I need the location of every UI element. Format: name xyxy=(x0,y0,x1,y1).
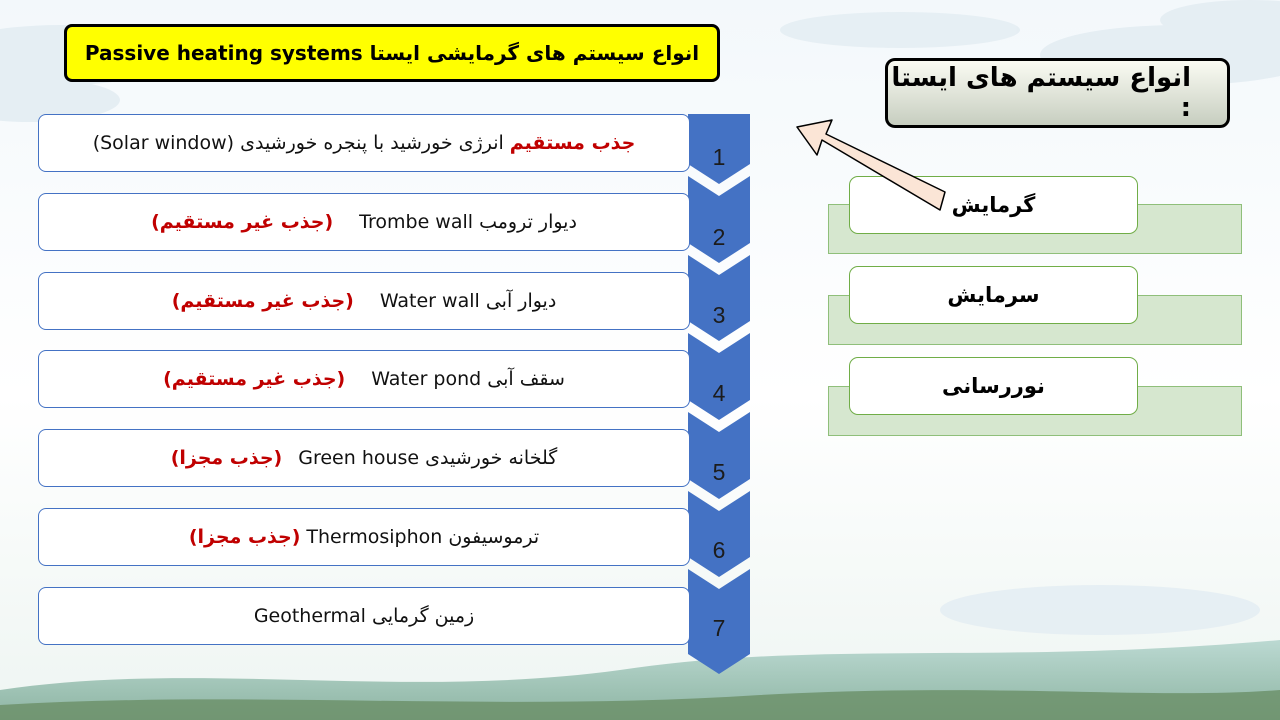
item-emphasis: (جذب مجزا) xyxy=(170,447,283,469)
chevron-6 xyxy=(688,491,750,577)
category-label: نوررسانی xyxy=(942,374,1045,398)
list-item-water-pond xyxy=(38,350,690,408)
category-cooling xyxy=(849,266,1138,324)
item-text: ترموسیفون Thermosiphon xyxy=(306,526,540,548)
item-text: زمین گرمایی Geothermal xyxy=(253,605,475,627)
item-text: سقف آبی Water pond xyxy=(371,368,565,390)
list-item-geothermal xyxy=(38,587,690,645)
item-number: 6 xyxy=(712,537,726,563)
item-text: دیوار آبی Water wall xyxy=(379,290,557,312)
item-text: انرژی خورشید با پنجره خورشیدی (Solar window) xyxy=(92,132,504,154)
category-label: گرمایش xyxy=(951,193,1036,217)
item-number: 5 xyxy=(712,459,726,485)
category-label: سرمایش xyxy=(947,283,1040,307)
item-text: دیوار ترومب Trombe wall xyxy=(359,211,577,233)
item-text: گلخانه خورشیدی Green house xyxy=(298,447,558,469)
list-item-solar-window xyxy=(38,114,690,172)
category-heating xyxy=(849,176,1138,234)
item-emphasis: (جذب غیر مستقیم) xyxy=(151,211,334,233)
list-item-water-wall xyxy=(38,272,690,330)
item-number: 7 xyxy=(712,615,726,641)
list-item-green-house xyxy=(38,429,690,487)
item-number: 2 xyxy=(712,224,726,250)
slide-title xyxy=(64,24,720,82)
item-emphasis: (جذب غیر مستقیم) xyxy=(163,368,346,390)
list-item-thermosiphon xyxy=(38,508,690,566)
item-emphasis: جذب مستقیم xyxy=(509,132,636,154)
slide-title-text: انواع سیستم های گرمایشی ایستا Passive heating systems xyxy=(84,41,700,65)
item-number: 1 xyxy=(712,144,726,170)
item-number: 3 xyxy=(712,302,726,328)
item-emphasis: (جذب مجزا) xyxy=(188,526,301,548)
item-number: 4 xyxy=(712,380,726,406)
systems-heading xyxy=(885,58,1230,128)
systems-heading-text: انواع سیستم های ایستا : xyxy=(891,63,1191,123)
item-emphasis: (جذب غیر مستقیم) xyxy=(171,290,354,312)
list-item-trombe-wall xyxy=(38,193,690,251)
category-lighting xyxy=(849,357,1138,415)
